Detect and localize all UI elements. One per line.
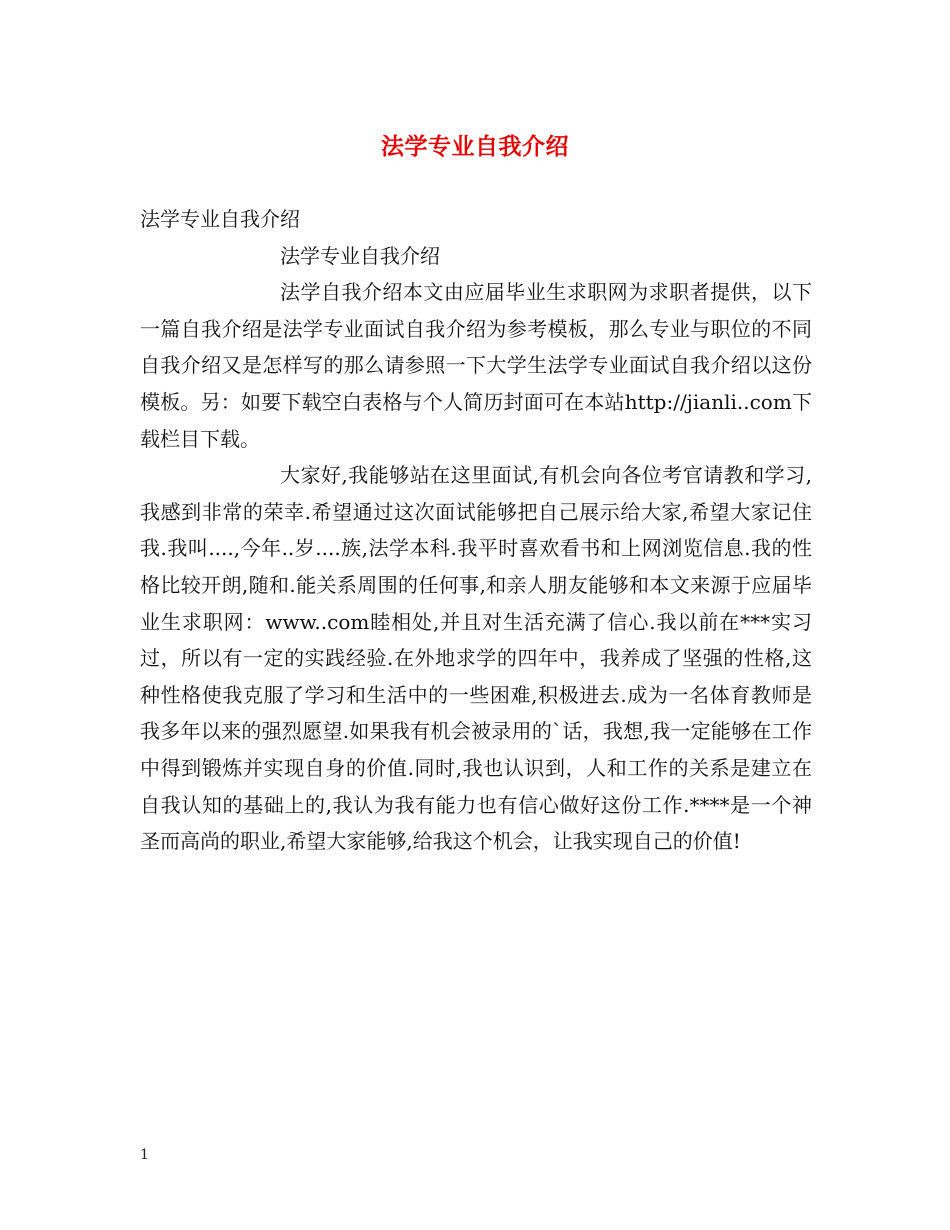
document-title: 法学专业自我介绍	[381, 133, 569, 160]
sub-heading-line: 法学专业自我介绍	[280, 243, 440, 268]
heading-line: 法学专业自我介绍	[140, 207, 300, 231]
paragraph-intro: 法学自我介绍本文由应届毕业生求职网为求职者提供，以下一篇自我介绍是法学专业面试自我介绍为参考模板，那么专业与职位的不同自我介绍又是怎样写的那么请参照一下大学生法学专业面试自我介绍以这份模板。另：如要下载空白表格与个人简历封面可在本站http://jianli..com下载栏目下载。	[140, 280, 812, 451]
paragraph-self-intro: 大家好,我能够站在这里面试,有机会向各位考官请教和学习,我感到非常的荣幸.希望通过这次面试能够把自己展示给大家,希望大家记住我.我叫....,今年..岁....族,法学本科.我平时喜欢看书和上网浏览信息.我的性格比较开朗,随和.能关系周围的任何事,和亲人朋友能够和本文来源于应届毕业生求职网：www..com睦相处,并且对生活充满了信心.我以前在***实习过，所以有一定的实践经验.在外地求学的四年中，我养成了坚强的性格,这种性格使我克服了学习和生活中的一些困难,积极进去.成为一名体育教师是我多年以来的强烈愿望.如果我有机会被录用的`话，我想,我一定能够在工作中得到锻炼并实现自身的价值.同时,我也认识到，人和工作的关系是建立在自我认知的基础上的,我认为我有能力也有信心做好这份工作.****是一个神圣而高尚的职业,希望大家能够,给我这个机会，让我实现自己的价值!	[140, 463, 812, 854]
page-number: 1	[140, 1147, 149, 1163]
document-body	[140, 201, 812, 860]
